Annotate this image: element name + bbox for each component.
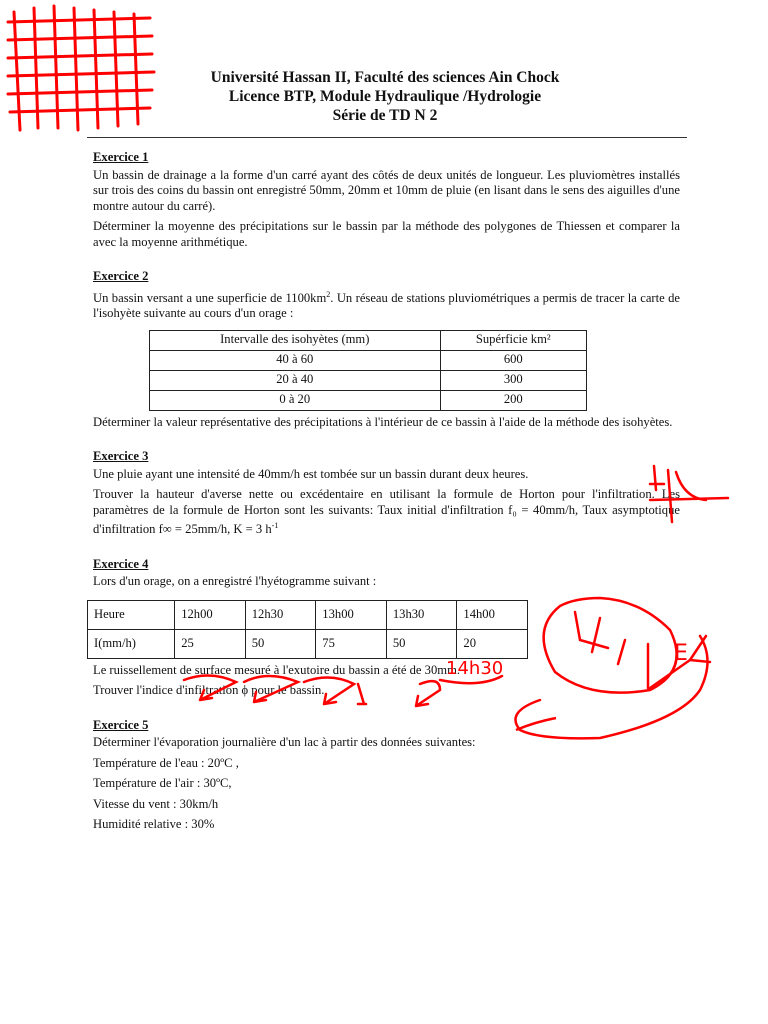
exercise-3-question: Trouver la hauteur d'averse nette ou excédentaire en utilisant la formule de Horton pour l'infiltration. Les paramètres de la formule de Horton sont les suivants: Taux initial d'infiltration f₀ = 40mm/h, Taux asymptotique d'infiltration f∞ = 25mm/h, K = 3 $h^{-1}$ [93,487,680,537]
air-temperature: Température de l'air : 30ºC, [93,776,232,791]
table-row: Heure 12h00 12h30 13h00 13h30 14h00 [88,600,528,629]
exercise-5-statement: Déterminer l'évaporation journalière d'un lac à partir des données suivantes: [93,735,476,750]
university-line: Université Hassan II, Faculté des sciences Ain Chock [210,69,560,86]
isohyet-table [149,330,587,411]
table-header: Supérficie km² [440,330,586,350]
exercise-1-title: Exercice 1 [93,150,149,164]
table-header: Intervalle des isohyètes (mm) [150,330,441,350]
exercise-2-question: Déterminer la valeur représentative des précipitations à l'intérieur de ce bassin à l'aide de la méthode des isohyètes. [93,414,673,429]
wind-speed: Vitesse du vent : 30km/h [93,796,219,811]
exercise-3-title: Exercice 3 [93,449,149,464]
exercise-4-statement: Lors d'un orage, on a enregistré l'hyétogramme suivant : [93,574,377,589]
relative-humidity: Humidité relative : 30% [93,817,215,832]
exercise-4-runoff: Le ruissellement de surface mesuré à l'exutoire du bassin a été de 30mm. [93,662,461,677]
series-line: Série de TD N 2 [332,107,438,124]
exercise-1-question: Déterminer la moyenne des précipitations sur le bassin par la méthode des polygones de Thiessen et comparer la avec la moyenne arithmétique. [93,219,680,249]
table-row: 20 à 40 300 [150,370,587,390]
row-label: Heure [88,600,175,629]
exercise-3-statement: Une pluie ayant une intensité de 40mm/h est tombée sur un bassin durant deux heures. [93,466,529,481]
exercise-2-title: Exercice 2 [93,269,149,283]
exercise-5-title: Exercice 5 [93,717,149,732]
exercise-1-statement: Un bassin de drainage a la forme d'un carré ayant des côtés de deux unités de longueur. Les pluviomètres installés sur trois des coins du bassin ont enregistré 50mm, 20mm et 10mm de pluie (en lisant dans le sens des aiguilles d'une montre autour du carré). [93,167,680,213]
water-temperature: Température de l'eau : 20ºC , [93,755,239,770]
header-rule [87,137,687,138]
document-header [170,68,600,125]
table-row: I(mm/h) 25 50 75 50 20 [88,629,528,658]
row-label: I(mm/h) [88,629,175,658]
grid-scribble [8,6,154,130]
course-line: Licence BTP, Module Hydraulique /Hydrologie [228,88,542,105]
exercise-4-title: Exercice 4 [93,556,149,571]
exercise-4-question: Trouver l'indice d'infiltration ϕ pour le bassin. [93,683,325,698]
exercise-list [93,150,680,833]
annotation-time: 14h30 [446,658,504,679]
hyetogram-table [87,600,528,659]
table-row: 40 à 60 600 [150,350,587,370]
exercise-2-statement: Un bassin versant a une superficie de $1100km^2$. Un réseau de stations pluviométriques a permis de tracer la carte de l'isohyète suivante au cours d'un orage : [93,289,680,321]
table-row: 0 à 20 200 [150,390,587,410]
annotation-e: E [674,641,688,666]
